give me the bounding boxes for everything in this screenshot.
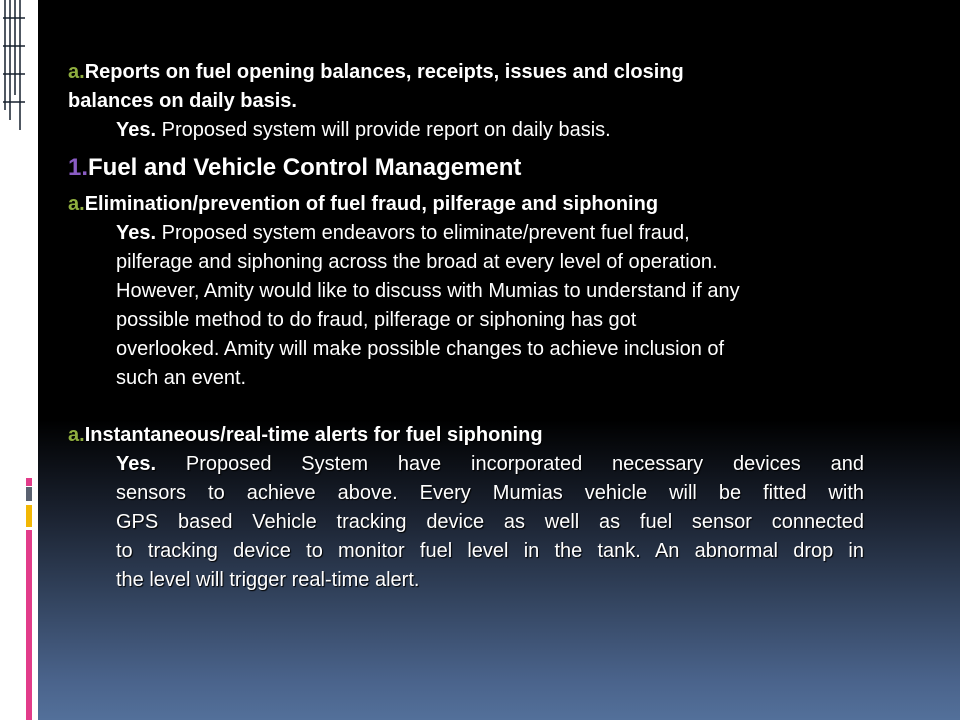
requirement-realtime-alerts bbox=[68, 421, 868, 595]
answer-line: sensors to achieve above. Every Mumias vehicle will be fitted with bbox=[116, 482, 864, 504]
grid-decoration bbox=[3, 0, 25, 720]
requirement-answer bbox=[68, 116, 868, 145]
requirement-title: Reports on fuel opening balances, receipts, issues and closing bbox=[84, 61, 684, 83]
heading-number: 1. bbox=[68, 154, 89, 181]
requirement-fuel-reports bbox=[68, 58, 868, 145]
answer-line: Proposed system endeavors to eliminate/prevent fuel fraud, bbox=[156, 222, 690, 244]
answer-yes-label: Yes. bbox=[116, 119, 157, 141]
answer-line: overlooked. Amity will make possible changes to achieve inclusion of bbox=[116, 338, 725, 360]
list-marker: a. bbox=[68, 61, 85, 83]
color-bar-decoration bbox=[26, 0, 36, 720]
heading-title: Fuel and Vehicle Control Management bbox=[88, 154, 522, 181]
requirement-fraud-prevention bbox=[68, 190, 868, 393]
answer-yes-label: Yes. bbox=[116, 453, 157, 475]
answer-yes-label: Yes. bbox=[116, 222, 157, 244]
requirement-answer bbox=[68, 450, 868, 595]
answer-line: However, Amity would like to discuss with Mumias to understand if any bbox=[116, 280, 740, 302]
requirement-answer bbox=[68, 219, 868, 393]
answer-line: possible method to do fraud, pilferage or siphoning has got bbox=[116, 309, 637, 331]
section-heading bbox=[68, 152, 868, 184]
answer-line: GPS based Vehicle tracking device as well as fuel sensor connected bbox=[116, 511, 864, 533]
spacer bbox=[68, 393, 868, 421]
list-marker: a. bbox=[68, 193, 85, 215]
requirement-title-continued: balances on daily basis. bbox=[68, 90, 297, 112]
answer-line: to tracking device to monitor fuel level in the tank. An abnormal drop in bbox=[116, 540, 864, 562]
requirement-title: Elimination/prevention of fuel fraud, pilferage and siphoning bbox=[84, 193, 659, 215]
answer-text: Proposed system will provide report on daily basis. bbox=[156, 119, 611, 141]
answer-line: Proposed System have incorporated necessary devices and bbox=[156, 453, 864, 475]
answer-line: pilferage and siphoning across the broad at every level of operation. bbox=[116, 251, 718, 273]
left-decoration bbox=[0, 0, 38, 720]
answer-line: such an event. bbox=[116, 367, 247, 389]
list-marker: a. bbox=[68, 424, 85, 446]
requirement-title: Instantaneous/real-time alerts for fuel siphoning bbox=[84, 424, 543, 446]
slide-content bbox=[68, 58, 868, 595]
answer-line: the level will trigger real-time alert. bbox=[116, 569, 420, 591]
